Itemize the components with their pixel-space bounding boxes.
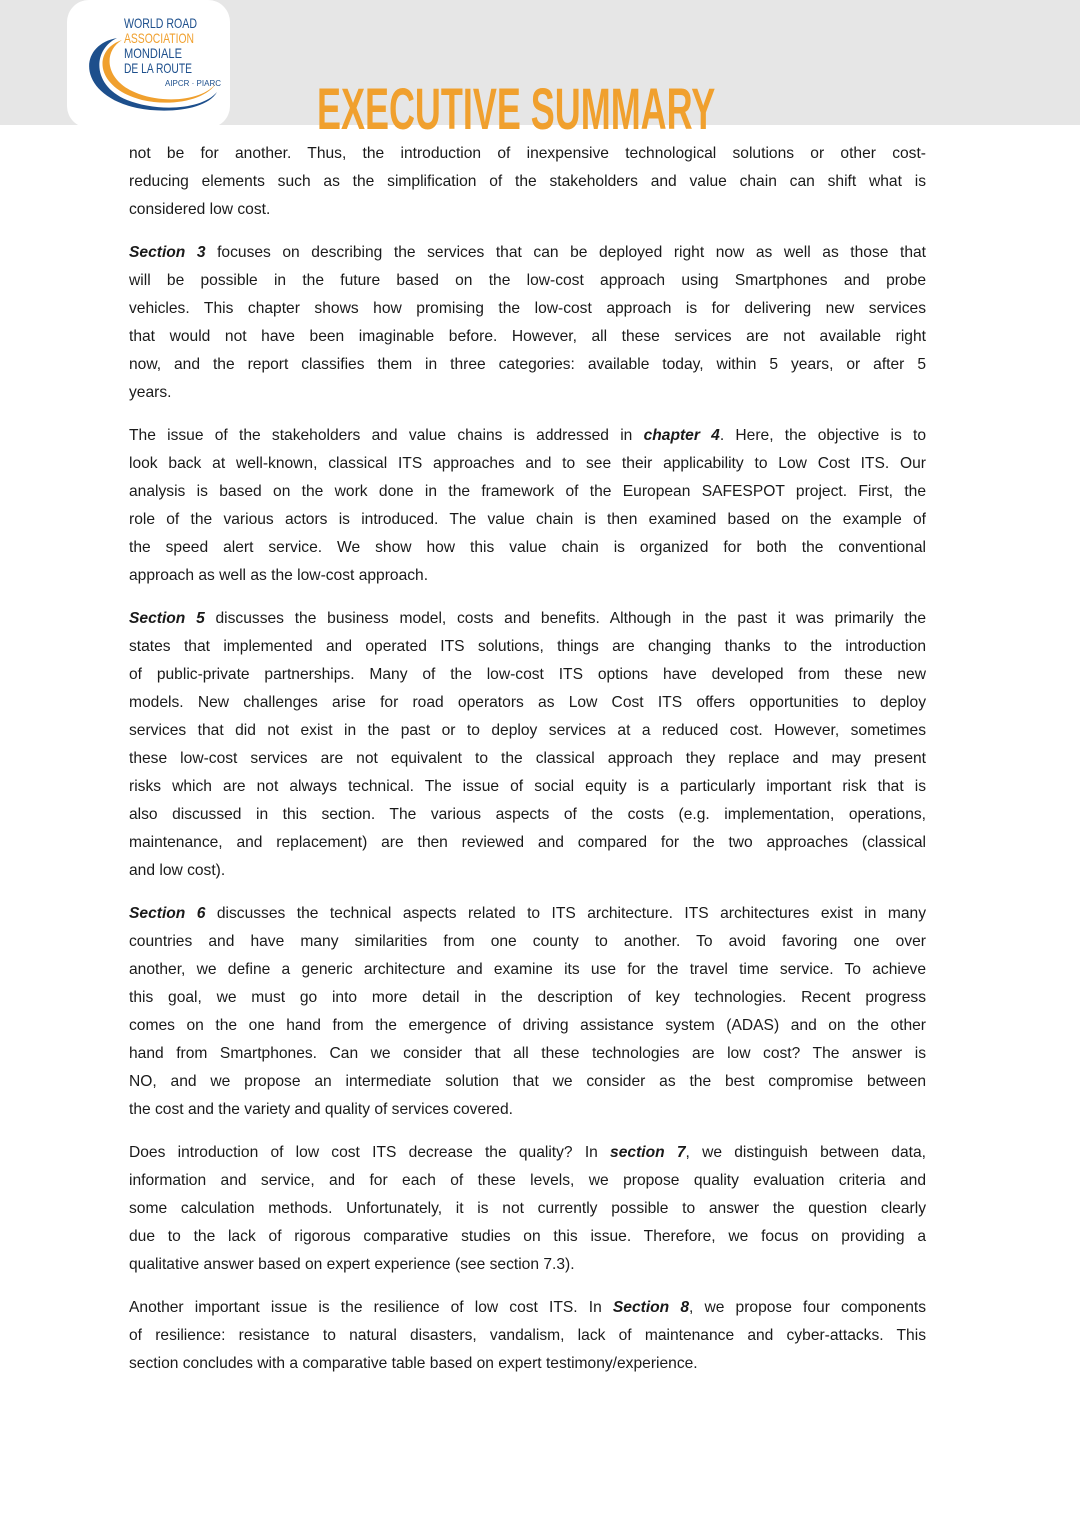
text-line xyxy=(129,1096,926,1124)
paragraph xyxy=(129,1294,926,1378)
section-reference: Section 8 xyxy=(612,1299,690,1316)
text-line xyxy=(129,1068,926,1096)
text-segment: maintenance, and replacement) are then reviewed and compared for the two approaches (classical xyxy=(129,834,926,851)
text-segment: models. New challenges arise for road operators as Low Cost ITS offers opportunities to deploy xyxy=(129,694,926,711)
piarc-logo xyxy=(67,0,230,128)
text-line xyxy=(129,239,926,267)
text-line xyxy=(129,450,926,478)
paragraph xyxy=(129,900,926,1124)
text-line xyxy=(129,717,926,745)
paragraph xyxy=(129,1139,926,1279)
text-line xyxy=(129,295,926,323)
text-line xyxy=(129,605,926,633)
text-segment: and low cost). xyxy=(129,862,226,879)
text-segment: look back at well-known, classical ITS approaches and to see their applicability to Low Cost ITS. Our xyxy=(129,455,926,472)
text-line xyxy=(129,773,926,801)
section-reference: Section 3 xyxy=(129,244,206,261)
text-segment: not be for another. Thus, the introduction of inexpensive technological solutions or other cost- xyxy=(129,145,926,162)
text-line xyxy=(129,857,926,885)
text-segment: now, and the report classifies them in three categories: available today, within 5 years, or after 5 xyxy=(129,356,926,373)
text-line xyxy=(129,1012,926,1040)
text-line xyxy=(129,745,926,773)
text-segment: of resilience: resistance to natural disasters, vandalism, lack of maintenance and cyber-attacks. This xyxy=(129,1327,926,1344)
text-line xyxy=(129,1195,926,1223)
text-line xyxy=(129,1223,926,1251)
text-line xyxy=(129,928,926,956)
text-segment: Does introduction of low cost ITS decrease the quality? In xyxy=(129,1144,611,1161)
text-line xyxy=(129,562,926,590)
text-segment: services that did not exist in the past or to deploy services at a reduced cost. However, sometimes xyxy=(129,722,926,739)
text-segment: the speed alert service. We show how this value chain is organized for both the conventional xyxy=(129,539,926,556)
logo-line-3: MONDIALE xyxy=(124,45,182,61)
text-line xyxy=(129,1040,926,1068)
text-segment: focuses on describing the services that can be deployed right now as well as those that xyxy=(205,244,927,261)
text-segment: . Here, the objective is to xyxy=(719,427,926,444)
text-segment: qualitative answer based on expert experience (see section 7.3). xyxy=(129,1256,575,1273)
text-line xyxy=(129,1139,926,1167)
text-segment: of public-private partnerships. Many of the low-cost ITS options have developed from these new xyxy=(129,666,926,683)
section-reference: Section 6 xyxy=(129,905,206,922)
text-segment: also discussed in this section. The various aspects of the costs (e.g. implementation, operations, xyxy=(129,806,926,823)
section-reference: section 7 xyxy=(610,1144,686,1161)
text-segment: another, we define a generic architecture and examine its use for the travel time service. To achieve xyxy=(129,961,926,978)
text-segment: The issue of the stakeholders and value chains is addressed in xyxy=(129,427,644,444)
logo-line-2: ASSOCIATION xyxy=(124,30,194,46)
text-line xyxy=(129,323,926,351)
text-segment: that would not have been imaginable before. However, all these services are not available right xyxy=(129,328,926,345)
text-line xyxy=(129,1167,926,1195)
text-line xyxy=(129,900,926,928)
text-line xyxy=(129,168,926,196)
logo-line-4: DE LA ROUTE xyxy=(124,60,192,76)
text-segment: years. xyxy=(129,384,172,401)
text-segment: will be possible in the future based on the low-cost approach using Smartphones and probe xyxy=(129,272,926,289)
text-segment: section concludes with a comparative table based on expert testimony/experience. xyxy=(129,1355,698,1372)
text-line xyxy=(129,422,926,450)
text-line xyxy=(129,689,926,717)
text-segment: countries and have many similarities from one county to another. To avoid favoring one over xyxy=(129,933,926,950)
text-segment: Another important issue is the resilience of low cost ITS. In xyxy=(129,1299,613,1316)
text-line xyxy=(129,1294,926,1322)
text-segment: , we propose four components xyxy=(689,1299,926,1316)
text-segment: analysis is based on the work done in the framework of the European SAFESPOT project. First, the xyxy=(129,483,926,500)
text-segment: role of the various actors is introduced. The value chain is then examined based on the example of xyxy=(129,511,926,528)
logo-small-text: AIPCR · PIARC xyxy=(165,79,222,88)
text-segment: information and service, and for each of these levels, we propose quality evaluation criteria and xyxy=(129,1172,926,1189)
text-line xyxy=(129,801,926,829)
text-segment: some calculation methods. Unfortunately, it is not currently possible to answer the question clearly xyxy=(129,1200,926,1217)
text-line xyxy=(129,1251,926,1279)
text-segment: states that implemented and operated ITS solutions, things are changing thanks to the introduction xyxy=(129,638,926,655)
paragraph xyxy=(129,605,926,885)
page-title: EXECUTIVE SUMMARY xyxy=(317,77,716,142)
text-line xyxy=(129,267,926,295)
text-segment: NO, and we propose an intermediate solution that we consider as the best compromise between xyxy=(129,1073,926,1090)
text-segment: risks which are not always technical. The issue of social equity is a particularly important risk that is xyxy=(129,778,926,795)
text-segment: approach as well as the low-cost approach. xyxy=(129,567,429,584)
paragraph xyxy=(129,239,926,407)
text-line xyxy=(129,1350,926,1378)
text-line xyxy=(129,956,926,984)
text-segment: hand from Smartphones. Can we consider that all these technologies are low cost? The answer is xyxy=(129,1045,926,1062)
text-line xyxy=(129,661,926,689)
logo-swoosh-icon xyxy=(67,0,230,128)
logo-line-1: WORLD ROAD xyxy=(124,15,197,31)
text-segment: comes on the one hand from the emergence of driving assistance system (ADAS) and on the other xyxy=(129,1017,926,1034)
paragraph xyxy=(129,422,926,590)
text-line xyxy=(129,534,926,562)
section-reference: chapter 4 xyxy=(643,427,720,444)
text-line xyxy=(129,196,926,224)
text-line xyxy=(129,379,926,407)
document-body xyxy=(129,140,926,1393)
text-line xyxy=(129,351,926,379)
text-segment: discusses the technical aspects related to ITS architecture. ITS architectures exist in many xyxy=(205,905,926,922)
text-segment: , we distinguish between data, xyxy=(685,1144,926,1161)
text-line xyxy=(129,478,926,506)
text-line xyxy=(129,506,926,534)
text-segment: considered low cost. xyxy=(129,201,271,218)
text-line xyxy=(129,984,926,1012)
text-segment: vehicles. This chapter shows how promising the low-cost approach is for delivering new services xyxy=(129,300,926,317)
text-segment: due to the lack of rigorous comparative studies on this issue. Therefore, we focus on providing a xyxy=(129,1228,926,1245)
text-segment: these low-cost services are not equivalent to the classical approach they replace and may present xyxy=(129,750,926,767)
paragraph xyxy=(129,140,926,224)
text-segment: the cost and the variety and quality of services covered. xyxy=(129,1101,513,1118)
text-line xyxy=(129,1322,926,1350)
text-segment: reducing elements such as the simplification of the stakeholders and value chain can shift what is xyxy=(129,173,926,190)
text-line xyxy=(129,140,926,168)
text-segment: discusses the business model, costs and benefits. Although in the past it was primarily the xyxy=(204,610,926,627)
text-line xyxy=(129,633,926,661)
text-segment: this goal, we must go into more detail in the description of key technologies. Recent progress xyxy=(129,989,926,1006)
text-line xyxy=(129,829,926,857)
section-reference: Section 5 xyxy=(129,610,205,627)
